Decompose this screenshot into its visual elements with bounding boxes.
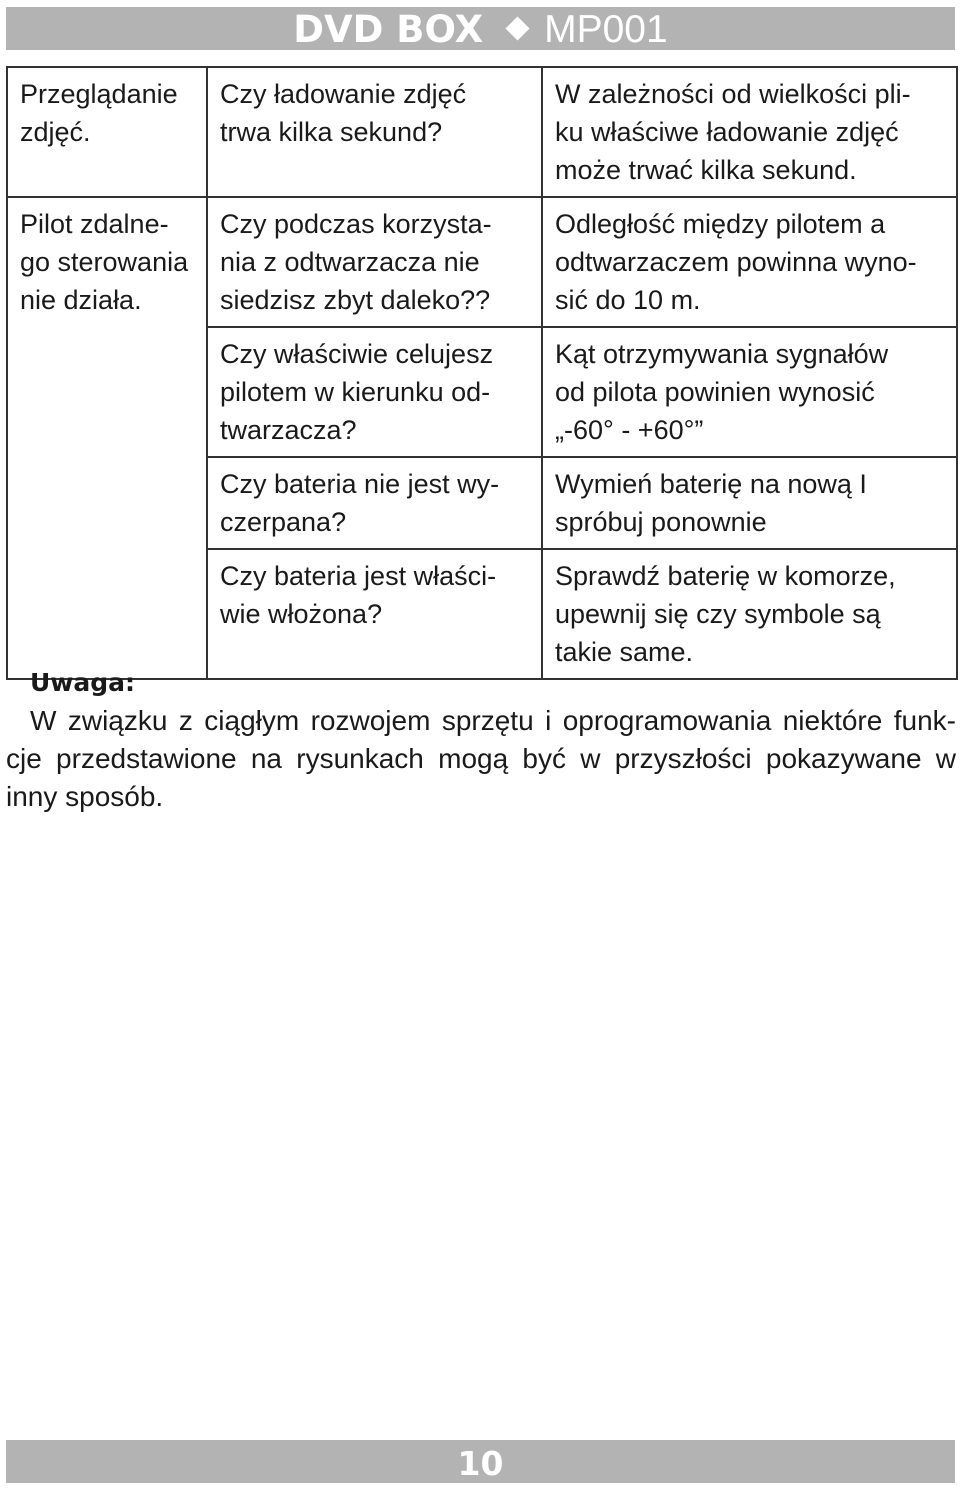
check-text: czerpana?: [220, 507, 347, 537]
problem-cell: [7, 457, 207, 549]
solution-cell: [542, 67, 957, 197]
table-row: [7, 197, 957, 327]
problem-text: Pilot zdalne-: [20, 209, 169, 239]
table-row: [7, 67, 957, 197]
solution-text: Odległość między pilotem a: [555, 209, 886, 239]
solution-cell: [542, 457, 957, 549]
check-text: Czy podczas korzysta-: [220, 209, 492, 239]
diamond-icon: [506, 16, 530, 40]
troubleshooting-table: [6, 66, 958, 680]
solution-cell: [542, 549, 957, 679]
problem-cell: [7, 549, 207, 679]
check-text: Czy bateria jest właści-: [220, 561, 497, 591]
solution-text: może trwać kilka sekund.: [555, 155, 857, 185]
solution-text: Sprawdź baterię w komorze,: [555, 561, 896, 591]
check-text: Czy bateria nie jest wy-: [220, 469, 500, 499]
solution-text: Wymień baterię na nową I: [555, 469, 867, 499]
problem-cell: [7, 327, 207, 457]
check-cell: [207, 549, 542, 679]
table-row: [7, 549, 957, 679]
check-cell: [207, 327, 542, 457]
check-text: nia z odtwarzacza nie: [220, 247, 480, 277]
check-cell: [207, 457, 542, 549]
note-body: [6, 702, 956, 816]
page-number: 10: [457, 1444, 504, 1483]
check-cell: [207, 197, 542, 327]
problem-cell: [7, 197, 207, 327]
header-bar: [6, 7, 955, 50]
check-text: Czy ładowanie zdjęć: [220, 79, 467, 109]
note-line: W związku z ciągłym rozwojem sprzętu i oprogramowania niektóre funk-: [30, 705, 956, 736]
footer-bar: [6, 1440, 955, 1483]
table-row: [7, 457, 957, 549]
check-text: wie włożona?: [220, 599, 383, 629]
table-row: [7, 327, 957, 457]
check-text: pilotem w kierunku od-: [220, 377, 491, 407]
solution-text: od pilota powinien wynosić: [555, 377, 875, 407]
solution-text: Kąt otrzymywania sygnałów: [555, 339, 889, 369]
check-text: Czy właściwie celujesz: [220, 339, 494, 369]
solution-text: sić do 10 m.: [555, 285, 701, 315]
solution-text: upewnij się czy symbole są: [555, 599, 881, 629]
solution-text: ku właściwe ładowanie zdjęć: [555, 117, 899, 147]
note-title: Uwaga:: [30, 668, 136, 697]
header-model: MP001: [544, 8, 668, 51]
solution-text: W zależności od wielkości pli-: [555, 79, 911, 109]
solution-cell: [542, 197, 957, 327]
check-cell: [207, 67, 542, 197]
note-line: cje przedstawione na rysunkach mogą być w przyszłości pokazywane w: [6, 743, 956, 774]
check-text: trwa kilka sekund?: [220, 117, 443, 147]
check-text: twarzacza?: [220, 415, 357, 445]
header-brand: DVD BOX: [293, 8, 484, 51]
check-text: siedzisz zbyt daleko??: [220, 285, 491, 315]
solution-text: „-60° - +60°”: [555, 415, 704, 445]
problem-text: zdjęć.: [20, 117, 91, 147]
solution-cell: [542, 327, 957, 457]
problem-text: Przeglądanie: [20, 79, 178, 109]
solution-text: takie same.: [555, 637, 694, 667]
solution-text: odtwarzaczem powinna wyno-: [555, 247, 917, 277]
problem-cell: [7, 67, 207, 197]
problem-text: go sterowania: [20, 247, 189, 277]
note-line: inny sposób.: [6, 781, 164, 812]
problem-text: nie działa.: [20, 285, 142, 315]
solution-text: spróbuj ponownie: [555, 507, 767, 537]
